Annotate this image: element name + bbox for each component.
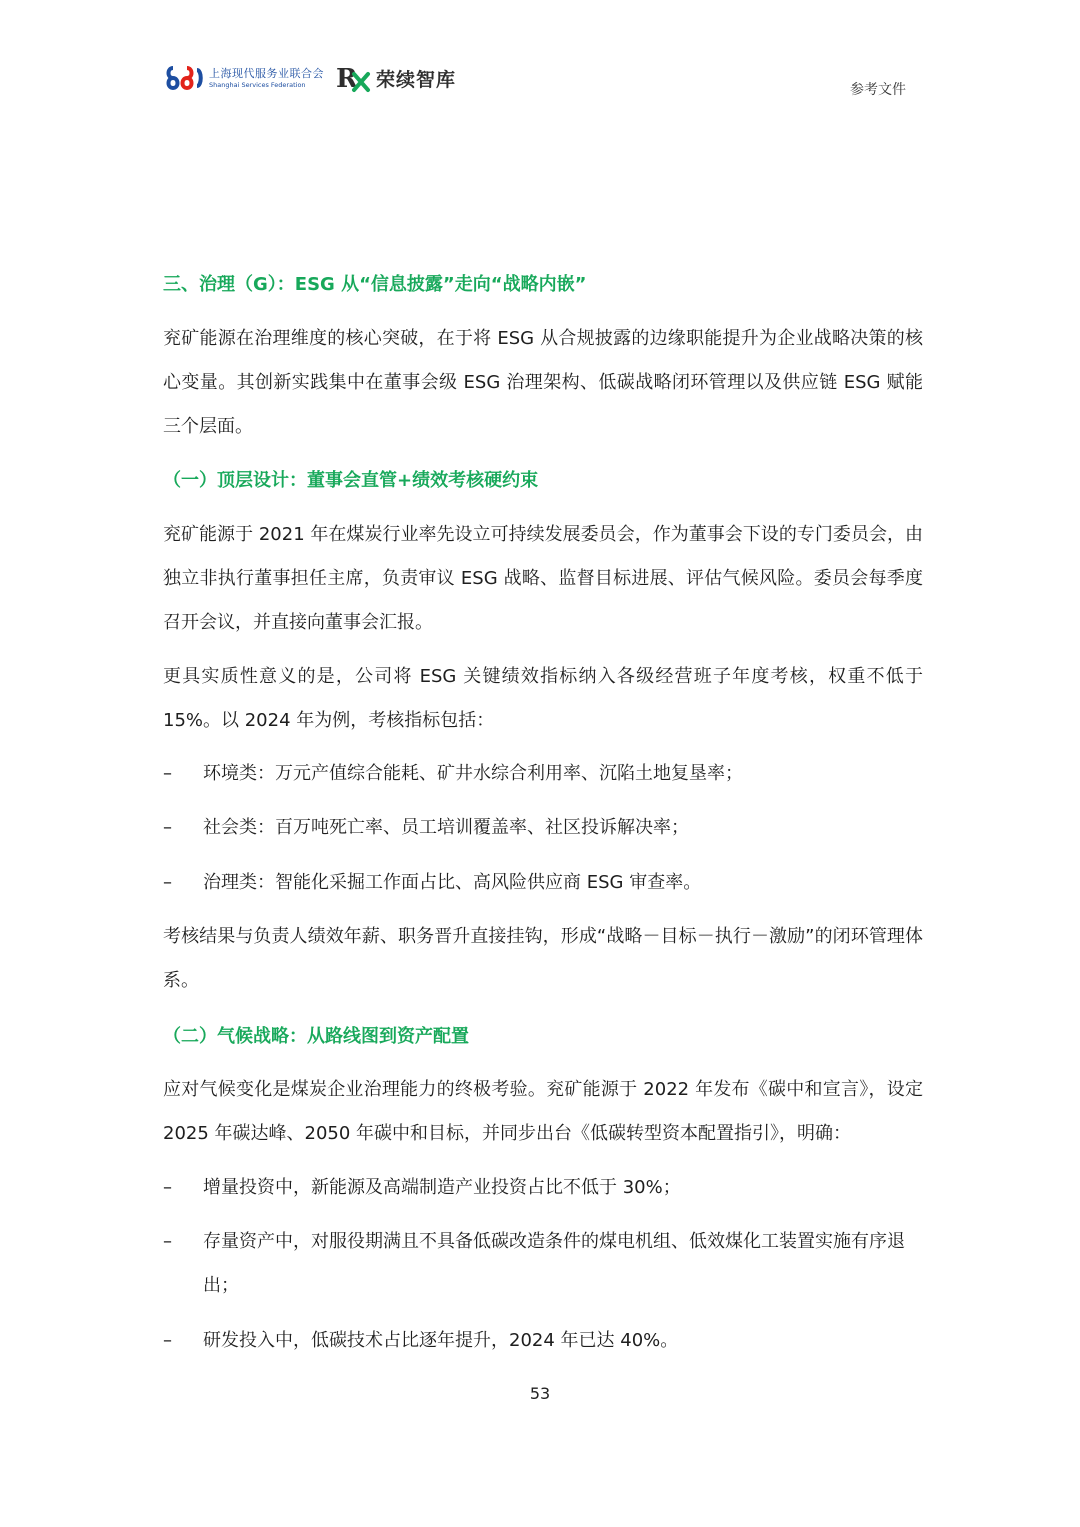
list-item [163,806,923,850]
list-item-text: 研发投入中，低碳技术占比逐年提升，2024 年已达 40%。 [203,1330,679,1351]
federation-logo-icon [165,62,205,94]
section-g-intro: 兖矿能源在治理维度的核心突破，在于将 ESG 从合规披露的边缘职能提升为企业战略决策的核心变量。其创新实践集中在董事会级 ESG 治理架构、低碳战略闭环管理以及供应链 ESG 赋能三个层面。 [163,328,923,437]
list-item-text: 治理类：智能化采掘工作面占比、高风险供应商 ESG 审查率。 [203,872,702,893]
bullet-dash: – [163,872,172,893]
bullet-dash: – [163,1330,172,1351]
reference-label: 参考文件 [850,82,906,98]
bullet-dash: – [163,1231,172,1252]
bullet-dash: – [163,817,172,838]
list-item-text: 社会类：百万吨死亡率、员工培训覆盖率、社区投诉解决率； [203,817,689,838]
federation-name-cn: 上海现代服务业联合会 [209,66,324,80]
subsection-2-paragraph-1: 应对气候变化是煤炭企业治理能力的终极考验。兖矿能源于 2022 年发布《碳中和宣言》，设定 2025 年碳达峰、2050 年碳中和目标，并同步出台《低碳转型资本配置指引》，明确： [163,1079,923,1144]
subsection-1-title: （一）顶层设计：董事会直管+绩效考核硬约束 [163,470,539,491]
page-header [0,0,1080,110]
federation-name-en: Shanghai Services Federation [209,80,306,89]
list-item [163,1166,923,1210]
list-item [163,752,923,796]
subsection-1-paragraph-1: 兖矿能源于 2021 年在煤炭行业率先设立可持续发展委员会，作为董事会下设的专门委员会，由独立非执行董事担任主席，负责审议 ESG 战略、监督目标进展、评估气候风险。委员会每季度召开会议，并直接向董事会汇报。 [163,524,923,633]
page-number: 53 [529,1384,551,1403]
list-item [163,861,923,905]
think-tank-name: 荣续智库 [376,68,457,91]
list-item-text: 增量投资中，新能源及高端制造产业投资占比不低于 30%； [203,1177,681,1198]
list-item-text: 环境类：万元产值综合能耗、矿井水综合利用率、沉陷土地复垦率； [203,763,743,784]
subsection-1-paragraph-3: 考核结果与负责人绩效年薪、职务晋升直接挂钩，形成“战略－目标－执行－激励”的闭环管理体系。 [163,926,923,991]
list-item [163,1220,923,1308]
subsection-2-title: （二）气候战略：从路线图到资产配置 [163,1026,469,1047]
shanghai-services-federation-logo [165,62,324,94]
rongxu-think-tank-logo [336,62,456,94]
bullet-dash: – [163,763,172,784]
rx-logo-icon [336,62,372,94]
list-item [163,1319,923,1363]
svg-text:R: R [336,64,358,94]
bullet-dash: – [163,1177,172,1198]
section-g-title: 三、治理（G）：ESG 从“信息披露”走向“战略内嵌” [163,274,587,295]
list-item-text: 存量资产中，对服役期满且不具备低碳改造条件的煤电机组、低效煤化工装置实施有序退出； [203,1231,905,1296]
subsection-1-paragraph-2: 更具实质性意义的是，公司将 ESG 关键绩效指标纳入各级经营班子年度考核，权重不低于 15%。以 2024 年为例，考核指标包括： [163,666,923,731]
